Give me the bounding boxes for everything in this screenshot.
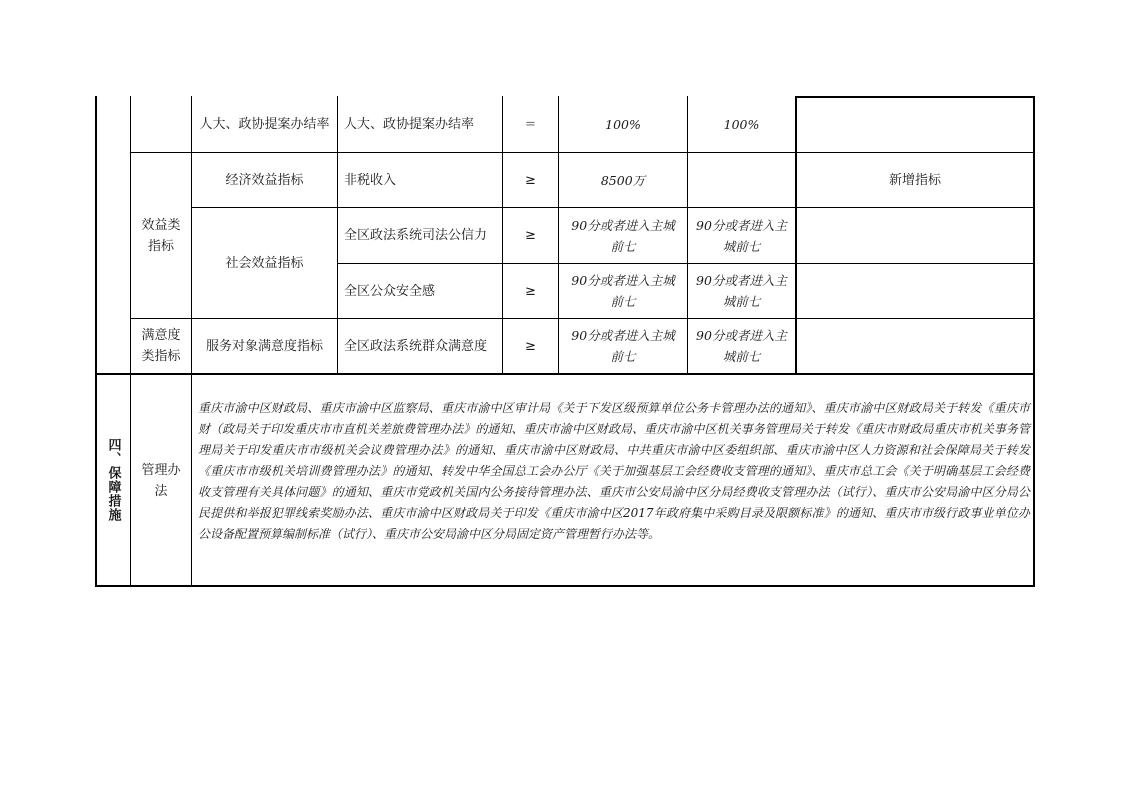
indicator-text: 全区政法系统司法公信力 [344, 228, 488, 243]
note-text: 新增指标 [888, 172, 941, 188]
section-four-label-cell [96, 376, 130, 584]
operator-cell [503, 264, 558, 318]
level3-cell [192, 153, 337, 207]
category-efficiency-text: 效益类指标 [141, 217, 181, 254]
grid-line [795, 96, 797, 374]
level3-text: 人大、政协提案办结率 [199, 117, 330, 132]
indicator-text: 人大、政协提案办结率 [344, 117, 475, 132]
operator-text: = [525, 117, 536, 132]
management-text: 重庆市渝中区财政局、重庆市渝中区监察局、重庆市渝中区审计局《关于下发区级预算单位公务卡管理办法的通知》、重庆市渝中区财政局关于转发《重庆市财（政局关于印发重庆市市直机关差旅费管理办法》的通知、重庆市渝中区财政局、重庆市渝中区机关事务管理局关于转发《重庆市财政局重庆市机关事务管理局关于印发重庆市市级机关会议费管理办法》的通知、重庆市渝中区财政局、中共重庆市渝中区委组织部、重庆市渝中区人力资源和社会保障局关于转发《重庆市市级机关培训费管理办法》的通知、转发中华全国总工会办公厅《关于加强基层工会经费收支管理的通知》、重庆市总工会《关于明确基层工会经费收支管理有关具体问题》的通知、重庆市党政机关国内公务接待管理办法、重庆市公安局渝中区分局经费收支管理办法（试行）、重庆市公安局渝中区分局公民提供和举报犯罪线索奖励办法、重庆市渝中区财政局关于印发《重庆市渝中区2017年政府集中采购目录及限额标准》的通知、重庆市市级行政事业单位办公设备配置预算编制标准（试行）、重庆市公安局渝中区分局固定资产管理暂行办法等。 [198, 401, 1030, 541]
target-value-cell [688, 319, 795, 373]
grid-line [95, 373, 1035, 375]
operator-cell [503, 319, 558, 373]
prev-value-cell [559, 319, 687, 373]
prev-value-cell [559, 264, 687, 318]
prev-value-cell [559, 208, 687, 263]
level3-text: 经济效益指标 [225, 172, 304, 188]
indicator-cell [338, 153, 502, 207]
category-efficiency-cell [131, 153, 191, 318]
operator-text: ≥ [525, 228, 536, 243]
category-satisfaction-cell [131, 319, 191, 373]
indicator-cell [338, 319, 502, 373]
indicator-cell [338, 97, 502, 152]
management-label-text: 管理办法 [141, 462, 181, 499]
level3-text: 社会效益指标 [225, 255, 304, 271]
target-value-text: 100% [723, 117, 760, 132]
level3-cell [192, 208, 337, 318]
prev-value-text: 100% [605, 117, 641, 132]
indicator-cell [338, 208, 502, 263]
level3-cell [192, 319, 337, 373]
level3-text: 服务对象满意度指标 [205, 338, 323, 354]
target-value-cell [688, 264, 795, 318]
operator-cell [503, 97, 558, 152]
prev-value-cell [559, 153, 687, 207]
target-value-text: 90分或者进入主城前七 [696, 328, 787, 364]
target-value-text: 90分或者进入主城前七 [696, 217, 787, 254]
level3-cell [192, 97, 337, 152]
operator-text: ≥ [525, 338, 536, 354]
note-cell [797, 153, 1033, 207]
operator-text: ≥ [525, 172, 536, 188]
indicator-text: 非税收入 [344, 172, 397, 188]
target-value-cell [688, 208, 795, 263]
prev-value-text: 90分或者进入主城前七 [571, 273, 675, 309]
management-label-cell [131, 376, 191, 585]
grid-line [795, 96, 1035, 98]
operator-text: ≥ [525, 283, 536, 299]
category-satisfaction-text: 满意度类指标 [141, 328, 181, 364]
operator-cell [503, 208, 558, 263]
indicator-cell [338, 264, 502, 318]
indicator-text: 全区公众安全感 [344, 283, 436, 299]
prev-value-text: 8500万 [600, 172, 646, 188]
target-value-cell [688, 97, 795, 152]
target-value-text: 90分或者进入主城前七 [696, 273, 787, 309]
prev-value-text: 90分或者进入主城前七 [571, 217, 675, 254]
prev-value-cell [559, 97, 687, 152]
prev-value-text: 90分或者进入主城前七 [571, 328, 675, 364]
operator-cell [503, 153, 558, 207]
grid-line [1033, 96, 1035, 587]
indicator-text: 全区政法系统群众满意度 [344, 338, 488, 354]
section-four-label: 四、保障措施 [105, 438, 121, 522]
grid-line [95, 585, 1035, 587]
